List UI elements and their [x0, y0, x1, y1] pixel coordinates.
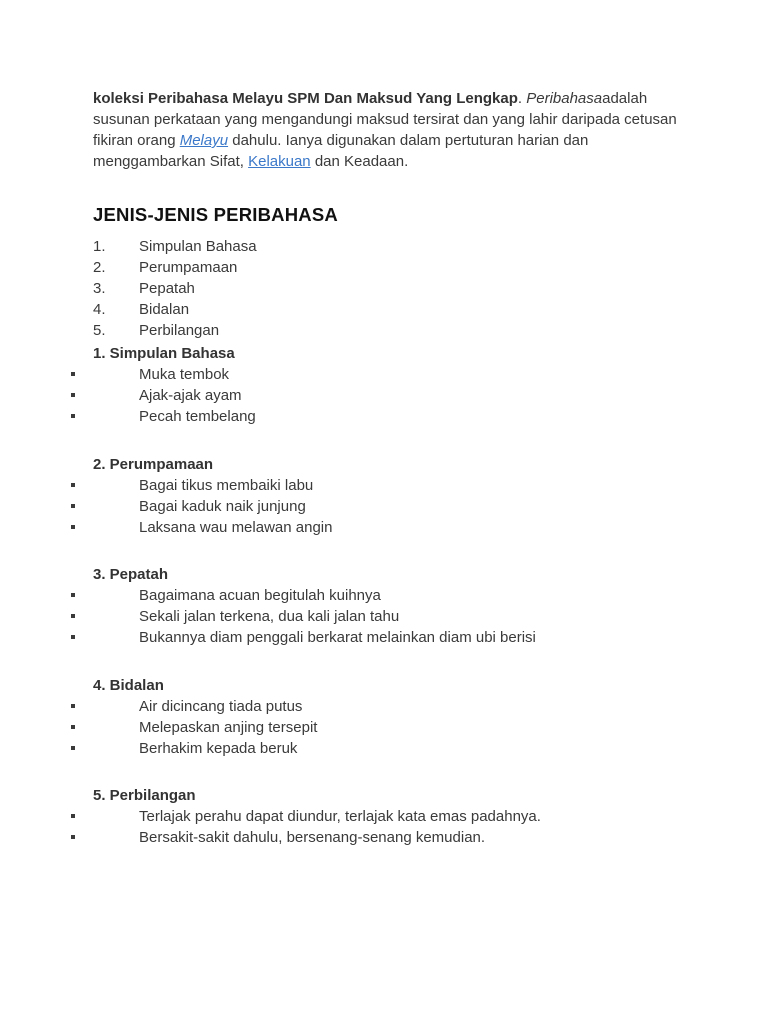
intro-text-2: dahulu. Ianya digunakan dalam pertuturan harian dan menggambarkan Sifat,	[93, 132, 589, 170]
item-label: Simpulan Bahasa	[139, 238, 257, 255]
item-text: Laksana wau melawan angin	[139, 519, 333, 536]
square-bullet-icon	[71, 393, 75, 397]
section-simpulan-bahasa	[0, 343, 768, 427]
list-item	[0, 517, 768, 538]
square-bullet-icon	[71, 593, 75, 597]
item-label: Pepatah	[139, 280, 195, 297]
list-item	[0, 627, 768, 648]
bullet-list	[0, 806, 768, 848]
square-bullet-icon	[71, 635, 75, 639]
kelakuan-link[interactable]: Kelakuan	[248, 153, 311, 170]
item-text: Bersakit-sakit dahulu, bersenang-senang kemudian.	[139, 829, 486, 846]
item-label: Bidalan	[139, 301, 190, 318]
item-text: Bagai kaduk naik junjung	[139, 498, 306, 515]
item-number: 2.	[93, 259, 106, 276]
list-item	[0, 385, 768, 406]
list-item	[0, 696, 768, 717]
list-item	[0, 717, 768, 738]
square-bullet-icon	[71, 725, 75, 729]
melayu-link[interactable]: Melayu	[179, 132, 229, 149]
item-label: Perbilangan	[139, 322, 220, 339]
intro-italic-word: Peribahasa	[526, 90, 603, 107]
item-number: 3.	[93, 280, 106, 297]
section-bidalan	[0, 675, 768, 759]
square-bullet-icon	[71, 372, 75, 376]
list-item	[0, 806, 768, 827]
section-pepatah	[0, 564, 768, 648]
list-item	[0, 827, 768, 848]
list-item	[0, 475, 768, 496]
square-bullet-icon	[71, 414, 75, 418]
intro-paragraph	[93, 88, 693, 172]
intro-bold-title: koleksi Peribahasa Melayu SPM Dan Maksud Yang Lengkap	[93, 90, 518, 107]
intro-text-1: adalah susunan perkataan yang mengandungi maksud tersirat dan yang lahir daripada cetusan fikiran orang	[93, 90, 677, 149]
list-item	[0, 606, 768, 627]
square-bullet-icon	[71, 704, 75, 708]
intro-after-title: .	[517, 90, 527, 107]
section-title: 1. Simpulan Bahasa	[93, 345, 235, 362]
item-label: Perumpamaan	[139, 259, 238, 276]
list-item	[0, 496, 768, 517]
bullet-list	[0, 364, 768, 427]
bullet-list	[0, 475, 768, 538]
item-text: Bukannya diam penggali berkarat melainkan diam ubi berisi	[139, 629, 536, 646]
item-text: Pecah tembelang	[139, 408, 256, 425]
section-title: 5. Perbilangan	[93, 787, 196, 804]
item-text: Sekali jalan terkena, dua kali jalan tahu	[139, 608, 400, 625]
item-number: 5.	[93, 322, 106, 339]
section-title: 2. Perumpamaan	[93, 456, 214, 473]
square-bullet-icon	[71, 483, 75, 487]
square-bullet-icon	[71, 614, 75, 618]
square-bullet-icon	[71, 504, 75, 508]
types-heading: JENIS-JENIS PERIBAHASA	[93, 204, 338, 225]
section-title: 4. Bidalan	[93, 677, 164, 694]
item-text: Air dicincang tiada putus	[139, 698, 303, 715]
item-text: Melepaskan anjing tersepit	[139, 719, 318, 736]
section-title: 3. Pepatah	[93, 566, 169, 583]
item-text: Bagaimana acuan begitulah kuihnya	[139, 587, 381, 604]
square-bullet-icon	[71, 746, 75, 750]
list-item	[0, 738, 768, 759]
item-text: Muka tembok	[139, 366, 230, 383]
section-perbilangan	[0, 785, 768, 848]
item-text: Bagai tikus membaiki labu	[139, 477, 314, 494]
intro-text-3: dan Keadaan.	[310, 153, 409, 170]
list-item	[0, 364, 768, 385]
square-bullet-icon	[71, 814, 75, 818]
list-item	[0, 406, 768, 427]
bullet-list	[0, 696, 768, 759]
item-text: Ajak-ajak ayam	[139, 387, 242, 404]
square-bullet-icon	[71, 525, 75, 529]
item-number: 1.	[93, 238, 106, 255]
square-bullet-icon	[71, 835, 75, 839]
item-text: Berhakim kepada beruk	[139, 740, 298, 757]
bullet-list	[0, 585, 768, 648]
item-text: Terlajak perahu dapat diundur, terlajak kata emas padahnya.	[139, 808, 541, 825]
section-perumpamaan	[0, 454, 768, 538]
list-item	[0, 585, 768, 606]
item-number: 4.	[93, 301, 106, 318]
